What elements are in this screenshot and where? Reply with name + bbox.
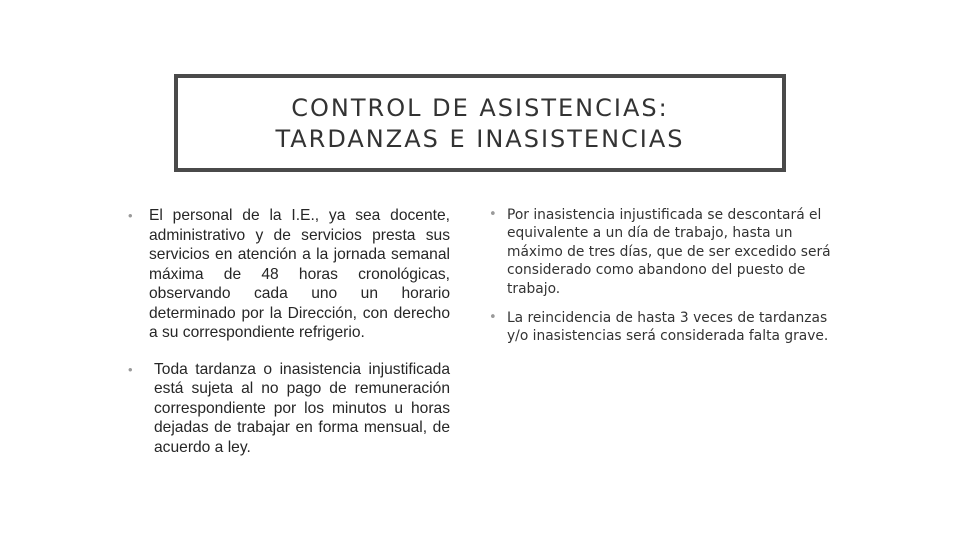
- bullet-icon: •: [489, 310, 497, 326]
- slide-title: [275, 93, 684, 155]
- slide-title-line-2: TARDANZAS E INASISTENCIAS: [275, 125, 685, 153]
- left-bullet-list: [128, 206, 450, 457]
- bullet-icon: •: [489, 207, 497, 222]
- list-item: [128, 360, 450, 458]
- right-column: [489, 206, 834, 357]
- slide-title-line-1: CONTROL DE ASISTENCIAS:: [291, 94, 669, 122]
- bullet-text: Toda tardanza o inasistencia injustificada está sujeta al no pago de remuneración correspondiente por los minutos u horas dejadas de trabajar en forma mensual, de acuerdo a ley.: [154, 360, 450, 456]
- list-item: [489, 309, 834, 346]
- bullet-text: El personal de la I.E., ya sea docente, administrativo y de servicios presta sus servicios en atención a la jornada semanal máxima de 48 horas cronológicas, observando cada uno un horario determinado por la Dirección, con derecho a su correspondiente refrigerio.: [149, 207, 450, 341]
- bullet-icon: •: [128, 361, 133, 377]
- list-item: [489, 206, 834, 298]
- title-box: [174, 74, 786, 172]
- right-bullet-list: [489, 206, 834, 346]
- bullet-icon: •: [128, 208, 133, 223]
- bullet-text: La reincidencia de hasta 3 veces de tardanzas y/o inasistencias será considerada falta grave.: [507, 310, 829, 345]
- list-item: [128, 206, 450, 343]
- left-column: [128, 206, 450, 474]
- bullet-text: Por inasistencia injustificada se descontará el equivalente a un día de trabajo, hasta un máximo de tres días, que de ser excedido será considerado como abandono del puesto de trabajo.: [507, 207, 831, 297]
